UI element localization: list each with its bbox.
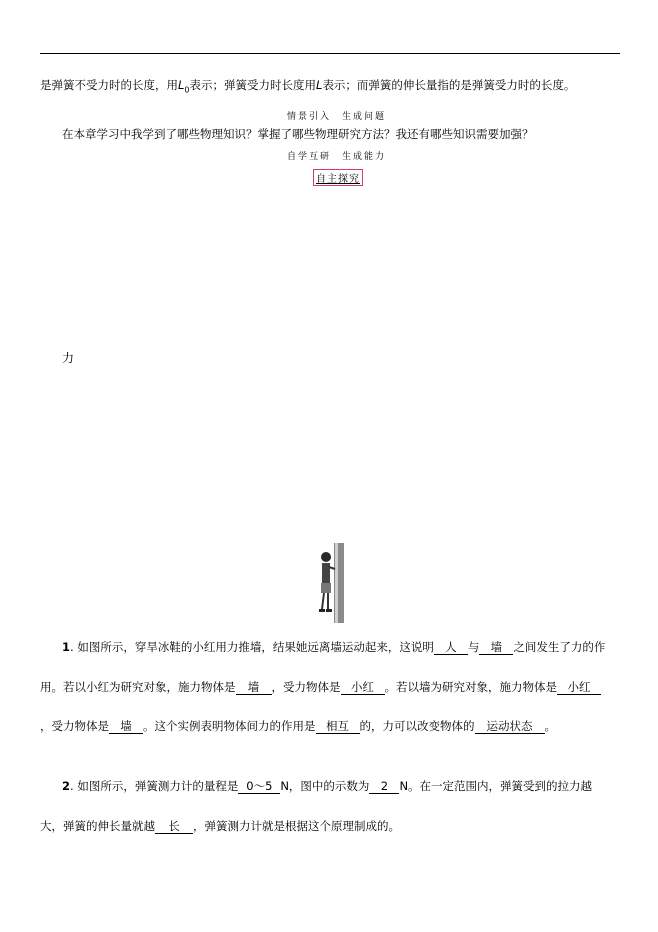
girl-body: [322, 563, 330, 583]
q2-answer-blank: 0～5: [238, 779, 280, 794]
skate-left: [319, 609, 325, 612]
q2-line1: [62, 779, 592, 794]
q1-line2: [40, 680, 601, 695]
q1-answer-blank: 小红: [557, 680, 601, 695]
skate-right: [326, 609, 332, 612]
girl-skirt: [321, 583, 331, 593]
intro-text-c: 表示；而弹簧的伸长量指的是弹簧受力时的长度。: [322, 78, 576, 92]
q1-line1: [62, 640, 605, 655]
header-rule: [40, 53, 620, 54]
q1-answer-blank: 小红: [341, 680, 385, 695]
intro-text-b: 表示；弹簧受力时长度用: [189, 78, 317, 92]
q2-text: ，弹簧测力计就是根据这个原理制成的。: [193, 819, 400, 833]
q2-text: N。在一定范围内，弹簧受到的拉力越: [399, 779, 593, 793]
q1-text: 的，力可以改变物体的: [359, 719, 475, 733]
intro-text-a: 是弹簧不受力时的长度，用: [40, 78, 178, 92]
review-question: 在本章学习中我学到了哪些物理知识？掌握了哪些物理研究方法？我还有哪些知识需要加强？: [62, 127, 534, 141]
q1-answer-blank: 墙: [479, 640, 513, 655]
q2-text: 大，弹簧的伸长量就越: [40, 819, 155, 833]
q2-answer-blank: 长: [155, 819, 193, 834]
intro-line: [40, 78, 575, 97]
q1-answer-blank: 墙: [236, 680, 272, 695]
q2-text: N，图中的示数为: [280, 779, 370, 793]
q1-text: 。这个实例表明物体间力的作用是: [143, 719, 316, 733]
l-symbol: L: [316, 78, 323, 92]
q2-line2: [40, 819, 400, 834]
q1-text: ，受力物体是: [40, 719, 109, 733]
q1-text: . 如图所示，穿旱冰鞋的小红用力推墙，结果她远离墙运动起来，这说明: [70, 640, 434, 654]
q1-answer-blank: 墙: [109, 719, 143, 734]
girl-leg-left: [322, 593, 324, 609]
q1-answer-blank: 运动状态: [475, 719, 545, 734]
q1-text: 与: [467, 640, 480, 654]
girl-head: [321, 552, 331, 562]
q1-answer-blank: 人: [434, 640, 468, 655]
q1-text: 用。若以小红为研究对象，施力物体是: [40, 680, 236, 694]
q1-text: ，受力物体是: [271, 680, 341, 694]
q2-text: . 如图所示，弹簧测力计的量程是: [70, 779, 239, 793]
q1-text: 。若以墙为研究对象，施力物体是: [384, 680, 557, 694]
q1-text: 。: [544, 719, 556, 733]
q1-line3: [40, 719, 556, 734]
q2-answer-blank: 2: [369, 779, 399, 794]
q1-number: 1: [62, 640, 71, 654]
q1-answer-blank: 相互: [316, 719, 360, 734]
q2-number: 2: [62, 779, 71, 793]
heading-qingjing: 情景引入 生成问题: [287, 112, 387, 122]
l0-symbol: L: [178, 78, 185, 92]
wall-edge: [335, 543, 338, 623]
section-li: 力: [62, 351, 75, 365]
l0-subscript: 0: [184, 85, 190, 95]
girl-pushing-wall-figure: [318, 543, 346, 623]
boxed-label: 自主探究: [313, 169, 363, 186]
q1-text: 之间发生了力的作: [513, 640, 606, 654]
heading-zixue: 自学互研 生成能力: [287, 152, 387, 162]
